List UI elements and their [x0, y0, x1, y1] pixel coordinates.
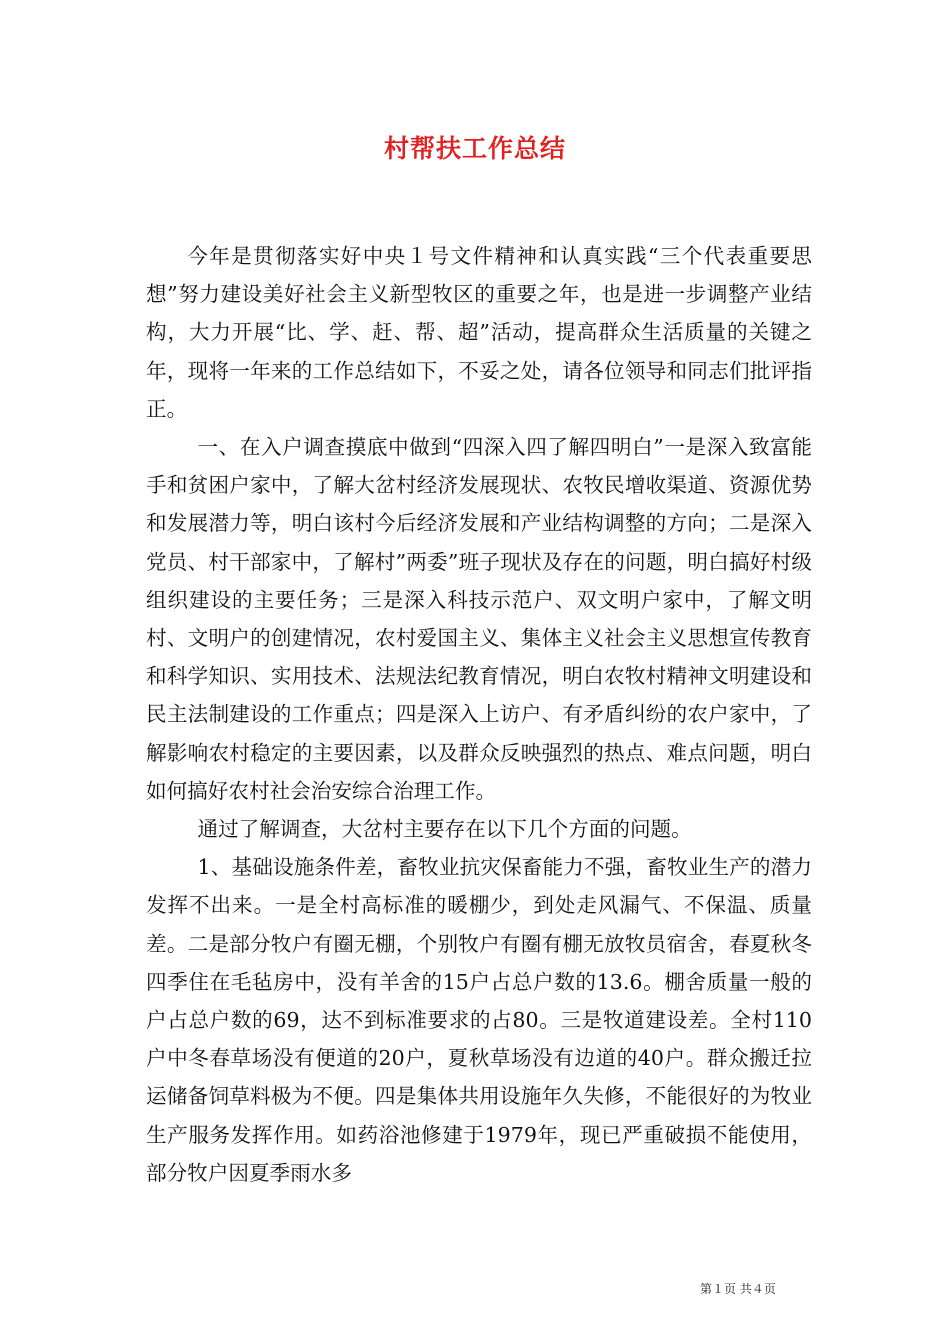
- document-title: 村帮扶工作总结: [383, 134, 566, 163]
- page-number-footer: 第１页 共４页: [700, 1282, 776, 1296]
- paragraph-survey-result: 通过了解调查，大岔村主要存在以下几个方面的问题。: [197, 817, 692, 842]
- paragraph-intro: 今年是贯彻落实好中央１号文件精神和认真实践“三个代表重要思想”努力建设美好社会主义新型牧区的重要之年，也是进一步调整产业结构，大力开展“比、学、赶、帮、超”活动，提高群众生活质量的关键之年，现将一年来的工作总结如下，不妥之处，请各位领导和同志们批评指正。: [146, 244, 812, 421]
- document-body: [146, 237, 812, 1192]
- paragraph-problem-one: 1、基础设施条件差，畜牧业抗灾保畜能力不强，畜牧业生产的潜力发挥不出来。一是全村高标准的暖棚少，到处走风漏气、不保温、质量差。二是部分牧户有圈无棚，个别牧户有圈有棚无放牧员宿舍，春夏秋冬四季住在毛毡房中，没有羊舍的15户占总户数的13.6。棚舍质量一般的户占总户数的69，达不到标准要求的占80。三是牧道建设差。全村110户中冬春草场没有便道的20户，夏秋草场没有边道的40户。群众搬迁拉运储备饲草料极为不便。四是集体共用设施年久失修，不能很好的为牧业生产服务发挥作用。如药浴池修建于1979年，现已严重破损不能使用，部分牧户因夏季雨水多: [146, 855, 812, 1185]
- paragraph-section-one: 一、在入户调查摸底中做到“四深入四了解四明白”一是深入致富能手和贫困户家中，了解大岔村经济发展现状、农牧民增收渠道、资源优势和发展潜力等，明白该村今后经济发展和产业结构调整的方向；二是深入党员、村干部家中，了解村”两委”班子现状及存在的问题，明白搞好村级组织建设的主要任务；三是深入科技示范户、双文明户家中，了解文明村、文明户的创建情况，农村爱国主义、集体主义社会主义思想宣传教育和科学知识、实用技术、法规法纪教育情况，明白农牧村精神文明建设和民主法制建设的工作重点；四是深入上访户、有矛盾纠纷的农户家中，了解影响农村稳定的主要因素，以及群众反映强烈的热点、难点问题，明白如何搞好农村社会治安综合治理工作。: [146, 435, 812, 803]
